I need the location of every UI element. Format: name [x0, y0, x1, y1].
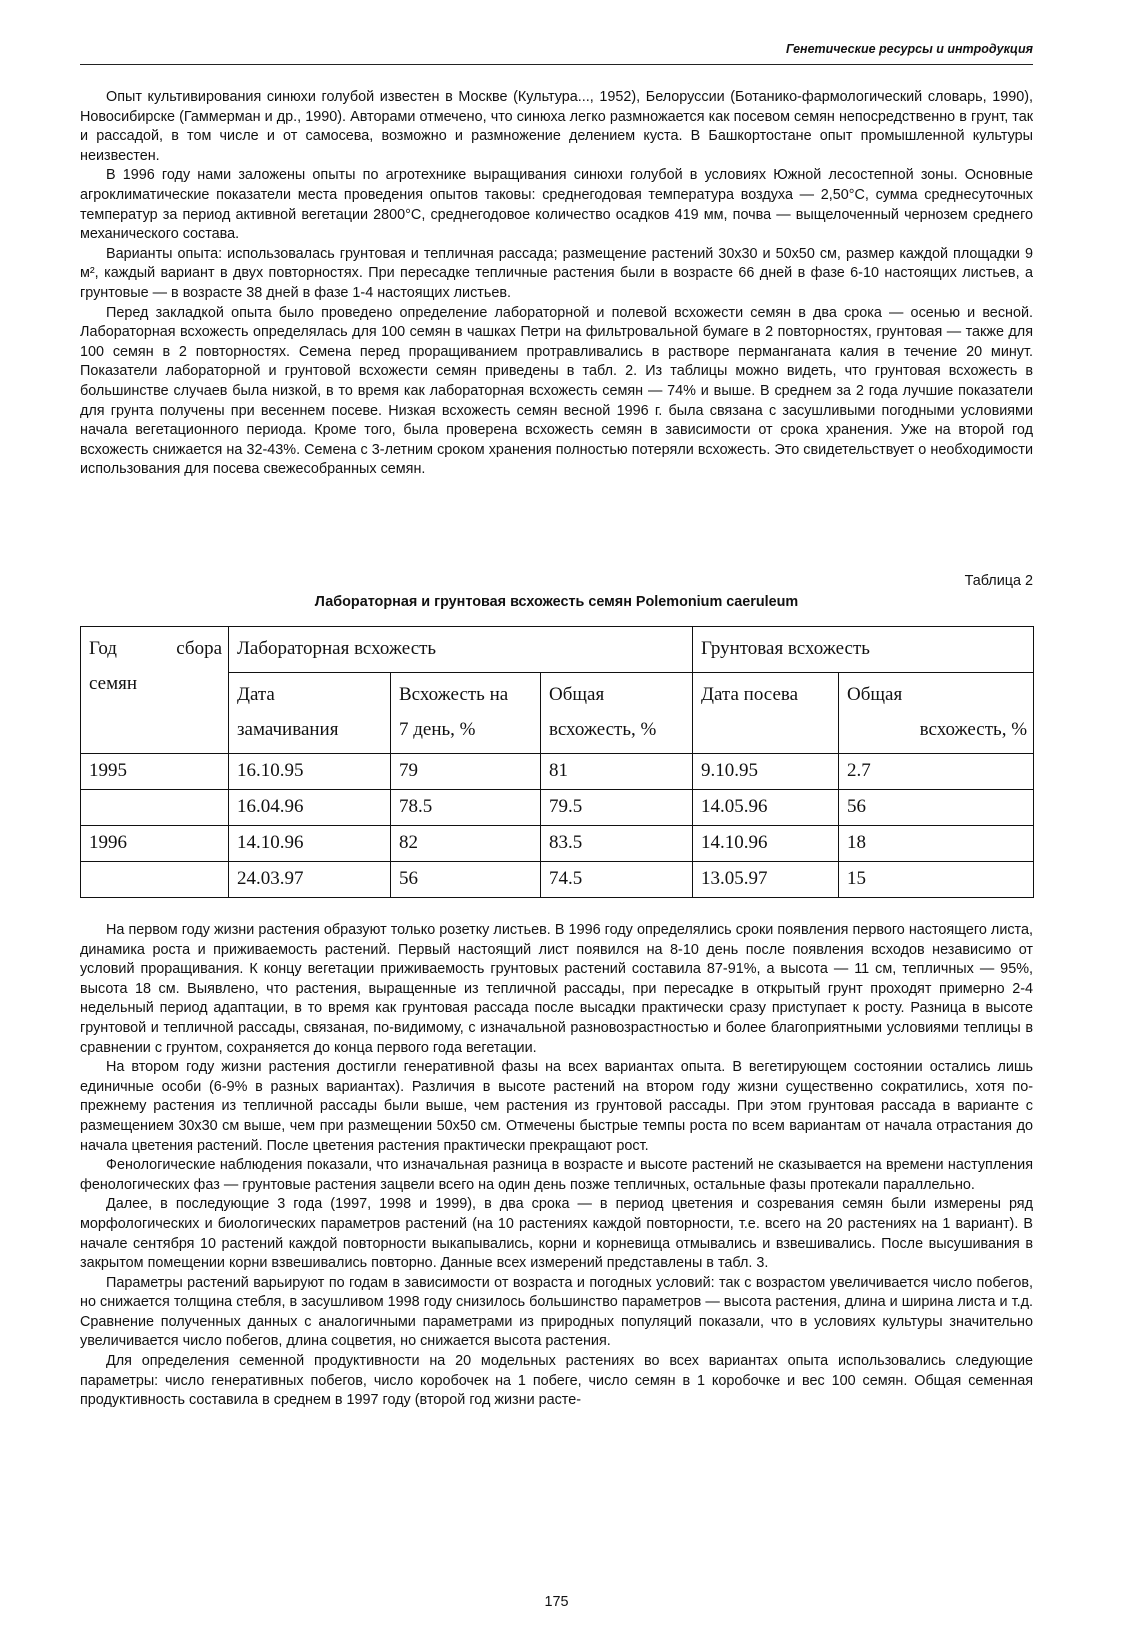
table-cell: 9.10.95 [693, 754, 839, 790]
table-cell: 16.10.95 [229, 754, 391, 790]
paragraph: В 1996 году нами заложены опыты по агротехнике выращивания синюхи голубой в условиях Южной лесостепной зоны. Основные агроклиматические показатели места проведения опытов таковы: среднегодовая температура воздуха — 2,50°С, сумма среднесуточных температур за период активной вегетации 2800°С, среднегодовое количество осадков 419 мм, почва — выщелоченный чернозем среднего механического состава. [80, 167, 1033, 243]
table-header-row [81, 627, 1034, 673]
paragraph: Опыт культивирования синюхи голубой известен в Москве (Культура..., 1952), Белоруссии (Ботанико-фармологический словарь, 1990), Новосибирске (Гаммерман и др., 1990). Авторами отмечено, что синюха легко размножается как посевом семян непосредственно в грунт, так и рассадой, в том числе и от самосева, возможно и размножение делением куста. В Башкортостане опыт промышленной культуры неизвестен. [80, 89, 1033, 164]
table-number: Таблица 2 [964, 573, 1033, 589]
running-head: Генетические ресурсы и интродукция [786, 42, 1033, 56]
header-ground-group: Грунтовая всхожесть [693, 627, 1034, 673]
body-text-bottom [80, 921, 1033, 1411]
header-collection-word: сбора [176, 638, 222, 659]
header-sow-date: Дата посева [693, 673, 839, 754]
table-cell: 14.10.96 [229, 826, 391, 862]
header-year [81, 627, 229, 754]
table-cell: 18 [839, 826, 1034, 862]
table-cell [81, 862, 229, 898]
table-row [81, 826, 1034, 862]
table-cell: 1995 [81, 754, 229, 790]
table-cell: 16.04.96 [229, 790, 391, 826]
table-title: Лабораторная и грунтовая всхожесть семян Polemonium caeruleum [314, 594, 799, 610]
table-cell: 79.5 [541, 790, 693, 826]
paragraph: Варианты опыта: использовалась грунтовая и тепличная рассада; размещение растений 30x30 и 50x50 см, размер каждой площадки 9 м², каждый вариант в двух повторностях. При пересадке тепличные растения были в возрасте 66 дней в фазе 6-10 настоящих листьев, а грунтовые — в возрасте 38 дней в фазе 1-4 настоящих листьев. [80, 245, 1033, 301]
table-row [81, 790, 1034, 826]
table-cell: 2.7 [839, 754, 1034, 790]
table-cell: 56 [839, 790, 1034, 826]
table-cell: 79 [391, 754, 541, 790]
paragraph: Для определения семенной продуктивности на 20 модельных растениях во всех вариантах опыта использовались следующие параметры: число генеративных побегов, число коробочек на 1 побеге, число семян в 1 коробочке и вес 100 семян. Общая семенная продуктивность составила в среднем в 1997 году (второй год жизни расте- [80, 1353, 1033, 1409]
body-text-top [80, 88, 1033, 480]
table-cell: 81 [541, 754, 693, 790]
table-cell: 14.05.96 [693, 790, 839, 826]
table-cell: 82 [391, 826, 541, 862]
paragraph: Параметры растений варьируют по годам в зависимости от возраста и погодных условий: так с возрастом увеличивается число побегов, но снижается толщина стебля, в засушливом 1998 году снизилось большинство параметров — высота растения, длина и ширина листа и т.д. Сравнение полученных данных с аналогичными параметрами из природных популяций показали, что в условиях культуры значительно увеличивается число побегов, длина соцветия, но снижается высота растения. [80, 1274, 1033, 1350]
paragraph: Фенологические наблюдения показали, что изначальная разница в возрасте и высоте растений не сказывается на времени наступления фенологических фаз — грунтовые растения зацвели всего на один день позже тепличных, остальные фазы протекали параллельно. [80, 1157, 1033, 1193]
header-germ-7day: Всхожесть на 7 день, % [391, 673, 541, 754]
germination-table [80, 626, 1034, 898]
header-lab-group: Лабораторная всхожесть [229, 627, 693, 673]
page-number: 175 [544, 1594, 569, 1610]
paragraph: На первом году жизни растения образуют только розетку листьев. В 1996 году определялись сроки появления первого настоящего листа, динамика роста и приживаемость растений. Первый настоящий лист появился на 8-10 день после появления всходов независимо от условий проращивания. К концу вегетации приживаемость грунтовых растений составила 87-91%, а высота — 11 см, тепличных — 95%, высота 18 см. Выявлено, что растения, выращенные из тепличной рассады, при пересадке в открытый грунт проходят примерно 2-4 недельный период адаптации, в то время как грунтовая рассада после высадки практически сразу приступает к росту. Разница в высоте грунтовой и тепличной рассады, связаная, по-видимому, с изначальной разновозрастностью и более благоприятными условиями теплицы в сравнении с грунтом, сохраняется до конца первого года вегетации. [80, 922, 1033, 1056]
table-cell: 74.5 [541, 862, 693, 898]
table-cell: 15 [839, 862, 1034, 898]
header-soak-date: Дата замачивания [229, 673, 391, 754]
header-ground-total: Общая всхожесть, % [839, 673, 1034, 754]
table-cell: 14.10.96 [693, 826, 839, 862]
table-cell: 24.03.97 [229, 862, 391, 898]
table-cell: 1996 [81, 826, 229, 862]
table-cell [81, 790, 229, 826]
table-cell: 78.5 [391, 790, 541, 826]
paragraph: На втором году жизни растения достигли генеративной фазы на всех вариантах опыта. В вегетирующем состоянии остались лишь единичные особи (6-9% в разных вариантах). Различия в высоте растений на втором году жизни существенно сократились, хотя по-прежнему растения из тепличной рассады были выше, чем растения из грунтовой рассады. При этом грунтовая рассада в варианте с размещением 30x30 см выше, чем при размещении 50x50 см. Отмечены быстрые темпы роста по всем вариантам от начала отрастания до начала цветения растений. После цветения растения практически прекращают рост. [80, 1059, 1033, 1154]
table-row [81, 754, 1034, 790]
table-cell: 83.5 [541, 826, 693, 862]
table-cell: 13.05.97 [693, 862, 839, 898]
header-rule [80, 64, 1033, 65]
header-year-word: Год [89, 638, 117, 659]
header-lab-total: Общая всхожесть, % [541, 673, 693, 754]
header-seeds-word: семян [89, 673, 138, 694]
table-row [81, 862, 1034, 898]
table-cell: 56 [391, 862, 541, 898]
paragraph: Перед закладкой опыта было проведено определение лабораторной и полевой всхожести семян в два срока — осенью и весной. Лабораторная всхожесть определялась для 100 семян в чашках Петри на фильтровальной бумаге в 2 повторностях, грунтовая — также для 100 семян в 2 повторностях. Семена перед проращиванием протравливались в растворе перманганата калия в течение 20 минут. Показатели лабораторной и грунтовой всхожести семян приведены в табл. 2. Из таблицы можно видеть, что грунтовая всхожесть в большинстве случаев была низкой, в то время как лабораторная всхожесть семян — 74% и выше. В среднем за 2 года лучшие показатели для грунта получены при весеннем посеве. Низкая всхожесть семян весной 1996 г. была связана с засушливыми погодными условиями начала вегетационного периода. Кроме того, была проверена всхожесть семян в зависимости от срока хранения. Уже на второй год всхожесть снижается на 32-43%. Семена с 3-летним сроком хранения полностью потеряли всхожесть. Это свидетельствует о необходимости использования для посева свежесобранных семян. [80, 304, 1033, 478]
paragraph: Далее, в последующие 3 года (1997, 1998 и 1999), в два срока — в период цветения и созревания семян были измерены ряд морфологических и биологических параметров растений (на 10 растениях каждой повторности, т.е. всего на 20 растениях на 1 вариант). В начале сентября 10 растений каждой повторности выкапывались, корни и корневища отмывались и взвешивались. После высушивания в закрытом помещении корни взвешивались повторно. Данные всех измерений представлены в табл. 3. [80, 1196, 1033, 1272]
